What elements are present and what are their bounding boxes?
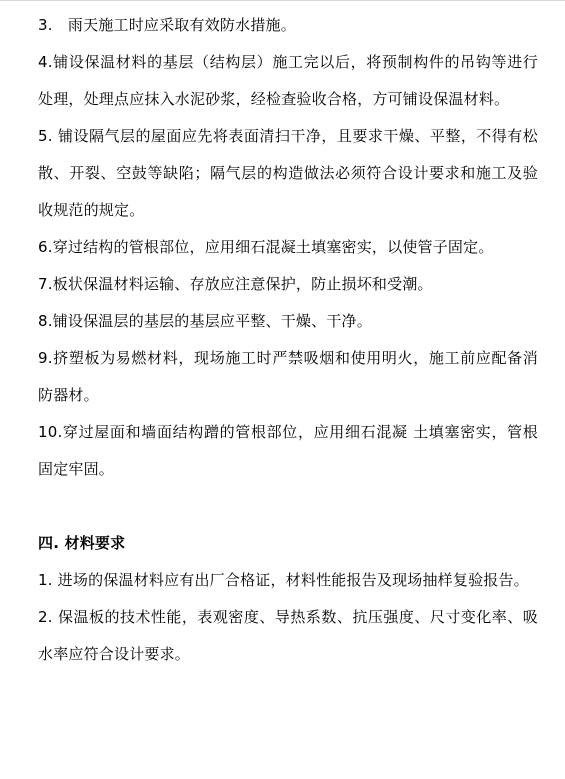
- page-top-border: [0, 0, 565, 1]
- paragraph-item-3: 3. 雨天施工时应采取有效防水措施。: [38, 16, 296, 34]
- paragraph-item-6: 6.穿过结构的管根部位，应用细石混凝土填塞密实，以使管子固定。: [38, 238, 494, 256]
- paragraph-item-5: 5. 铺设隔气层的屋面应先将表面清扫干净，且要求干燥、平整，不得有松散、开裂、空鼓等缺陷；隔气层的构造做法必须符合设计要求和施工及验收规范的规定。: [38, 127, 538, 219]
- paragraph-item-7: 7.板状保温材料运输、存放应注意保护，防止损坏和受潮。: [38, 275, 433, 293]
- paragraph-item-10: 10.穿过屋面和墙面结构蹭的管根部位，应用细石混凝 土填塞密实，管根固定牢固。: [38, 423, 538, 478]
- section-paragraph-2: 2. 保温板的技术性能，表观密度、导热系数、抗压强度、尺寸变化率、吸水率应符合设计要求。: [38, 608, 538, 663]
- document-page: [38, 7, 538, 673]
- paragraph-item-9: 9.挤塑板为易燃材料，现场施工时严禁吸烟和使用明火，施工前应配备消防器材。: [38, 349, 538, 404]
- paragraph-item-8: 8.铺设保温层的基层的基层应平整、干燥、干净。: [38, 312, 372, 330]
- paragraph-item-4: 4.铺设保温材料的基层（结构层）施工完以后，将预制构件的吊钩等进行处理，处理点应抹入水泥砂浆，经检查验收合格，方可铺设保温材料。: [38, 53, 538, 108]
- section-paragraph-1: 1. 进场的保温材料应有出厂合格证，材料性能报告及现场抽样复验报告。: [38, 571, 529, 589]
- section-heading: 四. 材料要求: [38, 534, 126, 552]
